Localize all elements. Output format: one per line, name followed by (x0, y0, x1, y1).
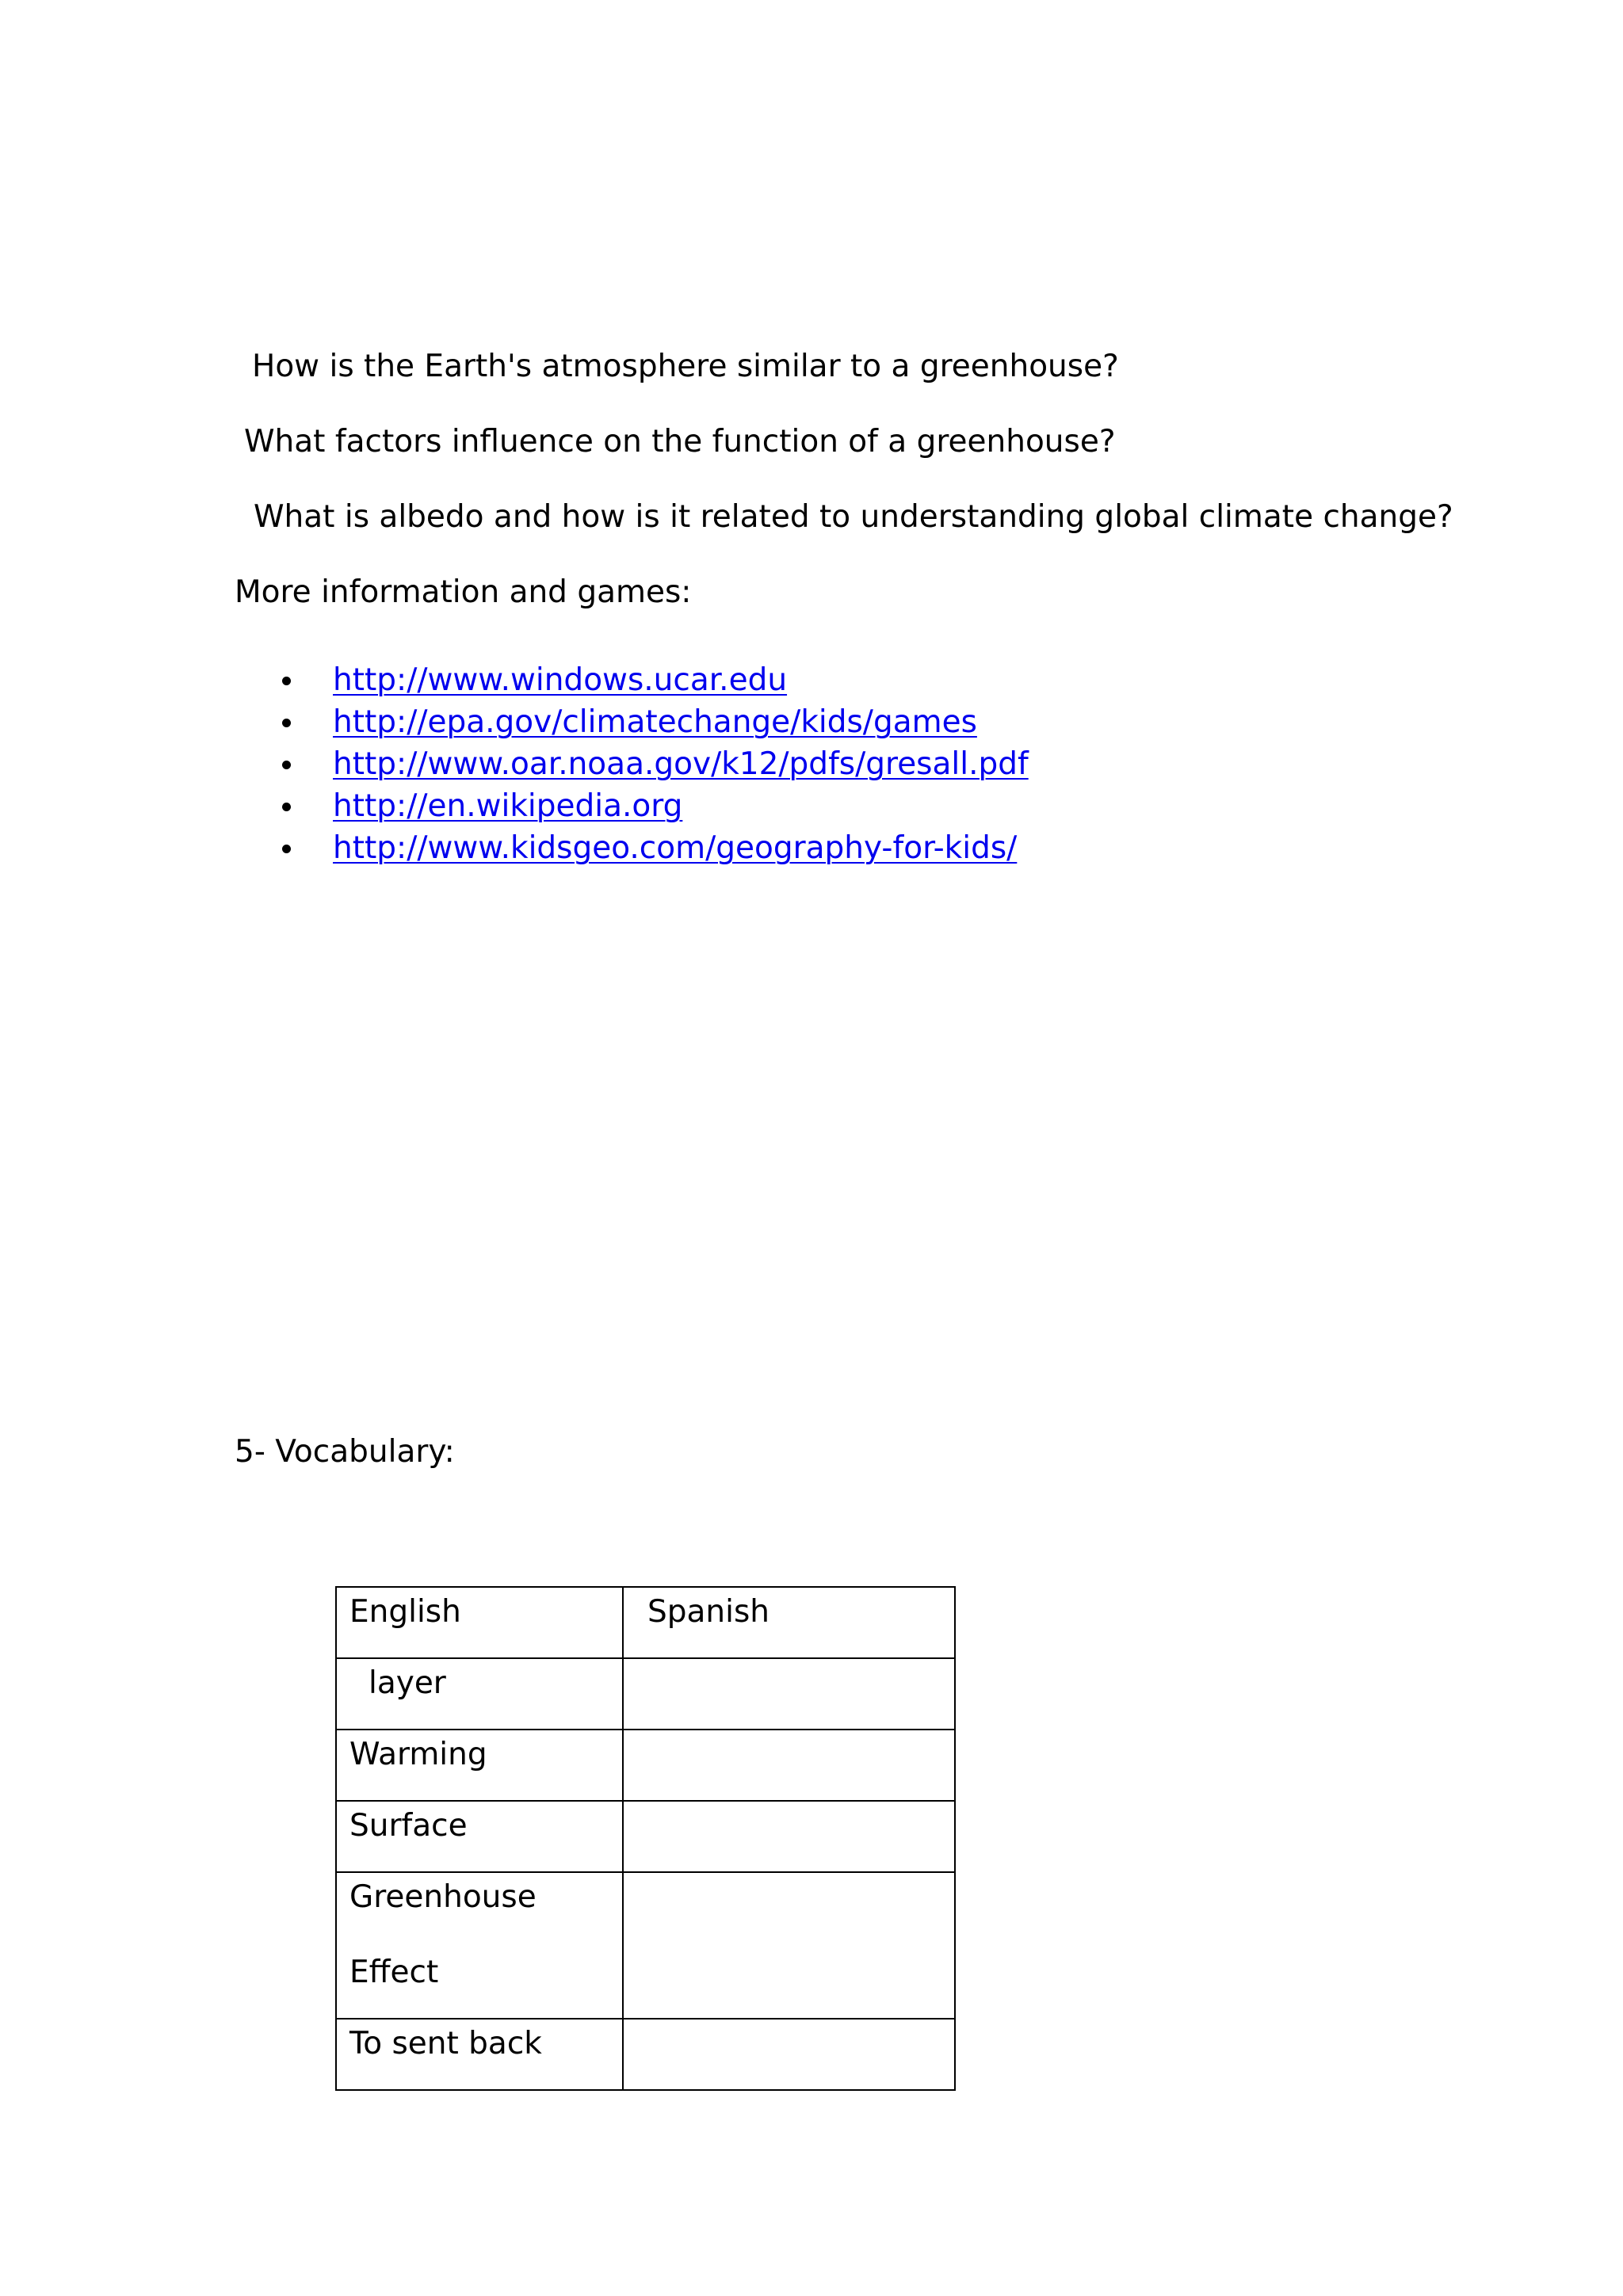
list-item (282, 743, 1029, 785)
column-header-english: English (349, 1594, 461, 1630)
english-cell (336, 1801, 623, 1872)
english-term: layer (369, 1665, 446, 1701)
question-albedo: What is albedo and how is it related to understanding global climate change? (254, 499, 1453, 535)
english-term: Surface (349, 1808, 468, 1844)
vocabulary-heading: 5- Vocabulary: (235, 1434, 455, 1470)
spanish-answer-cell[interactable] (623, 1730, 955, 1801)
english-cell (336, 2019, 623, 2090)
spanish-term (624, 1873, 954, 1879)
link-kidsgeo[interactable]: http://www.kidsgeo.com/geography-for-kids/ (333, 830, 1018, 866)
link-ucar-windows[interactable]: http://www.windows.ucar.edu (333, 662, 788, 698)
list-item (282, 701, 1029, 743)
column-header-spanish: Spanish (647, 1594, 770, 1630)
spanish-answer-cell[interactable] (623, 1801, 955, 1872)
english-cell (336, 1658, 623, 1730)
english-term-line: Greenhouse (349, 1879, 537, 1915)
bullet-icon (282, 803, 291, 811)
english-term (337, 1873, 622, 1990)
list-item (282, 785, 1029, 827)
question-greenhouse-factors: What factors influence on the function of a greenhouse? (244, 424, 1116, 460)
header-cell-spanish (623, 1587, 955, 1658)
question-atmosphere-greenhouse: How is the Earth's atmosphere similar to a greenhouse? (252, 349, 1119, 384)
spanish-answer-cell[interactable] (623, 2019, 955, 2090)
vocabulary-table (335, 1586, 956, 2091)
table-row (336, 1872, 955, 2019)
spanish-answer-cell[interactable] (623, 1658, 955, 1730)
table-row (336, 1730, 955, 1801)
resource-link-list (282, 659, 1029, 869)
list-item (282, 659, 1029, 701)
table-row (336, 2019, 955, 2090)
table-header-row (336, 1587, 955, 1658)
english-term-line: Effect (349, 1955, 439, 1990)
table-row (336, 1658, 955, 1730)
bullet-icon (282, 677, 291, 685)
english-term: Warming (349, 1737, 487, 1772)
spanish-term (624, 1659, 954, 1665)
header-cell-english (336, 1587, 623, 1658)
bullet-icon (282, 761, 291, 769)
spanish-term (624, 1730, 954, 1737)
link-wikipedia[interactable]: http://en.wikipedia.org (333, 788, 683, 824)
table-row (336, 1801, 955, 1872)
more-information-label: More information and games: (235, 574, 692, 610)
bullet-icon (282, 719, 291, 727)
spanish-term (624, 2019, 954, 2026)
english-term: To sent back (349, 2026, 542, 2061)
link-epa-kids-games[interactable]: http://epa.gov/climatechange/kids/games (333, 704, 977, 740)
link-noaa-pdf[interactable]: http://www.oar.noaa.gov/k12/pdfs/gresall.pdf (333, 746, 1029, 782)
spanish-answer-cell[interactable] (623, 1872, 955, 2019)
spanish-term (624, 1802, 954, 1808)
list-item (282, 827, 1029, 869)
english-cell (336, 1872, 623, 2019)
bullet-icon (282, 845, 291, 853)
english-cell (336, 1730, 623, 1801)
